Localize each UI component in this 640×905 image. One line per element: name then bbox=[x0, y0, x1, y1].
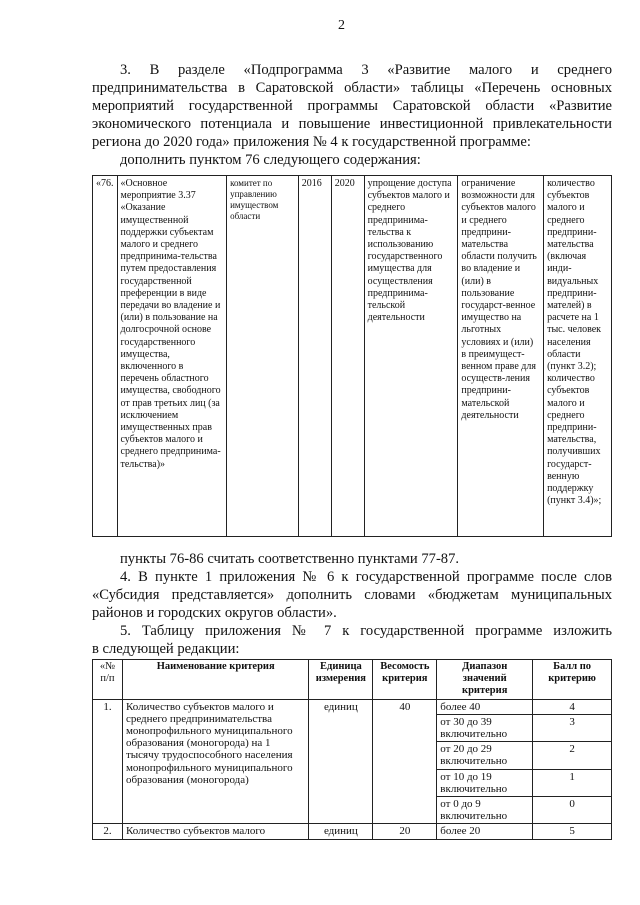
row1-unit: единиц bbox=[309, 699, 373, 824]
row1-range-2: от 30 до 39 включительно bbox=[437, 714, 533, 741]
header-unit: Единица измерения bbox=[309, 660, 373, 700]
header-range: Диапазон значений критерия bbox=[437, 660, 533, 700]
row2-num: 2. bbox=[93, 824, 123, 839]
row2-range-1: более 20 bbox=[437, 824, 533, 839]
activity-executor: комитет по управлению имуществом области bbox=[227, 176, 299, 537]
item4-line-2: «Субсидия представляется» дополнить словами «бюджетам муниципальных bbox=[92, 587, 612, 603]
item5-line-1: 5. Таблицу приложения № 7 к государственной программе изложить bbox=[120, 623, 612, 639]
criteria-table bbox=[92, 659, 612, 840]
page-number: 2 bbox=[338, 18, 345, 33]
item4-line-3: районов и городских округов области». bbox=[92, 605, 337, 621]
activity-num: «76. bbox=[93, 176, 118, 537]
activity-year-end: 2020 bbox=[331, 176, 364, 537]
table-row bbox=[93, 699, 612, 714]
row1-score-2: 3 bbox=[533, 714, 612, 741]
activity-table bbox=[92, 175, 612, 537]
activity-result: упрощение доступа субъектов малого и среднего предпринима-тельства к использованию государственного имущества для осуществления предпринима-тельской деятельности bbox=[364, 176, 458, 537]
header-weight: Весомость критерия bbox=[373, 660, 437, 700]
row1-score-1: 4 bbox=[533, 699, 612, 714]
row1-range-3: от 20 до 29 включительно bbox=[437, 742, 533, 769]
activity-year-start: 2016 bbox=[298, 176, 331, 537]
row1-score-4: 1 bbox=[533, 769, 612, 796]
item4-line-1: 4. В пункте 1 приложения № 6 к государственной программе после слов bbox=[120, 569, 612, 585]
item3-line-5: региона до 2020 года» приложения № 4 к государственной программе: bbox=[92, 134, 531, 150]
item3-line-4: экономического потенциала и повышение инвестиционной привлекательности bbox=[92, 116, 612, 132]
row2-score-1: 5 bbox=[533, 824, 612, 839]
row1-num: 1. bbox=[93, 699, 123, 824]
table-row bbox=[93, 824, 612, 839]
item3-line-3: мероприятий государственной программы Саратовской области «Развитие bbox=[92, 98, 612, 114]
row1-score-3: 2 bbox=[533, 742, 612, 769]
row1-range-4: от 10 до 19 включительно bbox=[437, 769, 533, 796]
row1-range-1: более 40 bbox=[437, 699, 533, 714]
row1-range-5: от 0 до 9 включительно bbox=[437, 797, 533, 824]
criteria-header-row bbox=[93, 660, 612, 700]
activity-indicator: количество субъектов малого и среднего предприни-мательства (включая инди-видуальных предприни-мателей) в расчете на 1 тыс. человек населения области (пункт 3.2); количество субъектов малого и среднего предприни-мательства, получивших государст-венную поддержку (пункт 3.4)»; bbox=[544, 176, 612, 537]
row1-name: Количество субъектов малого и среднего предпринимательства монопрофильного муниципального образования (моногорода) на 1 тысячу трудоспособного населения монопрофильного муниципального образования (моногорода) bbox=[122, 699, 308, 824]
header-num: «№ п/п bbox=[93, 660, 123, 700]
row2-name: Количество субъектов малого bbox=[122, 824, 308, 839]
item3-line-1: 3. В разделе «Подпрограмма 3 «Развитие малого и среднего bbox=[120, 62, 612, 78]
activity-name: «Основное мероприятие 3.37 «Оказание имущественной поддержки субъектам малого и среднего предпринима-тельства путем предоставления государственной преференции в виде передачи во владение и (или) в пользование на долгосрочной основе государственного имущества, включенного в перечень областного имущества, свободного от прав третьих лиц (за исключением имущественных прав субъектов малого и среднего предпринима-тельства)» bbox=[117, 176, 227, 537]
header-score: Балл по критерию bbox=[533, 660, 612, 700]
activity-row bbox=[93, 176, 612, 537]
row2-weight: 20 bbox=[373, 824, 437, 839]
row1-weight: 40 bbox=[373, 699, 437, 824]
row1-score-5: 0 bbox=[533, 797, 612, 824]
row2-unit: единиц bbox=[309, 824, 373, 839]
item3-add-line: дополнить пунктом 76 следующего содержания: bbox=[120, 152, 421, 168]
activity-risk: ограничение возможности для субъектов малого и среднего предприни-мательства области получить во владение и (или) в пользование государст-венное имущество на льготных условиях и (или) в преимущест-венном праве для осуществ-ления предприни-мательской деятельности bbox=[458, 176, 544, 537]
header-name: Наименование критерия bbox=[122, 660, 308, 700]
item3-line-2: предпринимательства в Саратовской области» таблицы «Перечень основных bbox=[92, 80, 612, 96]
renumber-line: пункты 76-86 считать соответственно пунктами 77-87. bbox=[120, 551, 460, 567]
item5-line-2: в следующей редакции: bbox=[92, 641, 240, 657]
